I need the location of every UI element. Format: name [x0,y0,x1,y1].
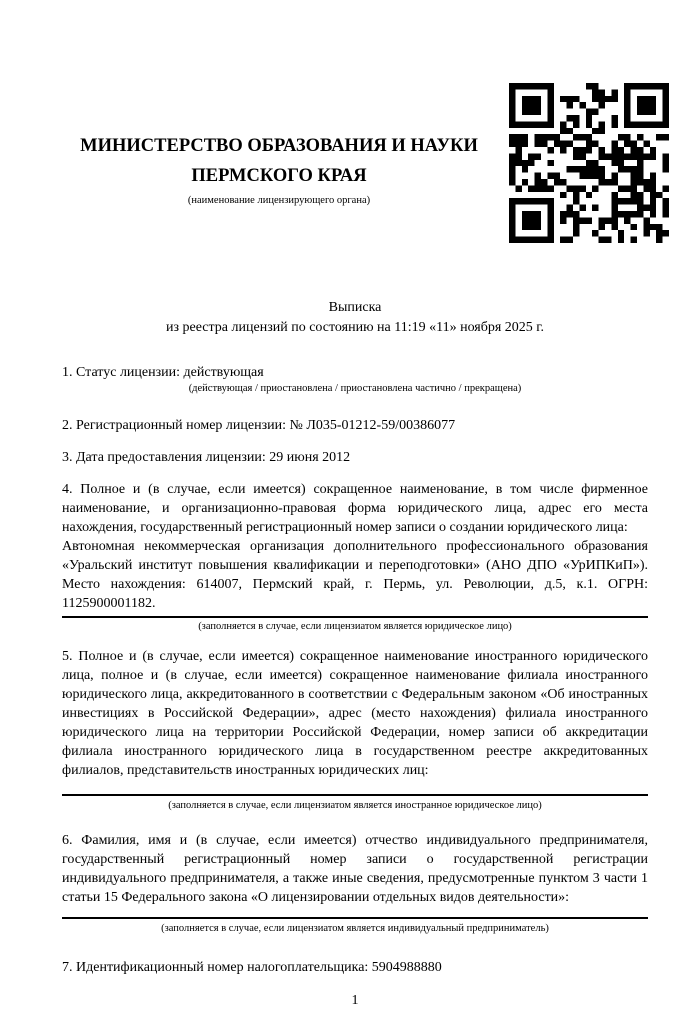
separator-line-item5 [62,794,648,796]
qr-code-pattern [509,83,669,243]
item-3-grant-date: 3. Дата предоставления лицензии: 29 июня 2012 [62,450,351,465]
item-2-registration-number: 2. Регистрационный номер лицензии: № Л035-01212-59/00386077 [62,418,456,433]
qr-code-icon [509,83,669,243]
item-4-legal-entity-value: Автономная некоммерческая организация дополнительного профессионального образования «Уральский институт повышения квалификации и переподготовки» (АНО ДПО «УрИПКиП»). Место нахождения: 614007, Пермский край, г. Пермь, ул. Революции, д.5, к.1. ОГРН: 1125900001182. [62,539,648,611]
item-6-entrepreneur-intro: 6. Фамилия, имя и (в случае, если имеется) отчество индивидуального предпринимателя, государственный регистрационный номер записи о государственной регистрации индивидуального предпринимателя, а также иные сведения, предусмотренные пунктом 3 части 1 статьи 15 Федерального закона «О лицензировании отдельных видов деятельности»: [62,833,648,905]
separator-line-item6 [62,917,648,919]
item-5-foreign-entity-intro: 5. Полное и (в случае, если имеется) сокращенное наименование иностранного юридического лица, полное и (в случае, если имеется) сокращенное наименование филиала иностранного юридического лица, аккредитованного в соответствии с Федеральным законом «Об иностранных инвестициях в Российской Федерации», адрес (место нахождения) филиала иностранного юридического лица на территории Российской Федерации, номер записи об аккредитации филиала иностранного юридического лица в государственном реестре аккредитованных филиалов, представительств иностранных юридических лиц: [62,649,648,778]
licensing-authority-header [62,0,496,207]
page-number: 1 [351,993,359,1008]
item-4-legal-entity-intro: 4. Полное и (в случае, если имеется) сокращенное наименование, в том числе фирменное наименование, и организационно-правовая форма юридического лица, адрес его места нахождения, государственный регистрационный номер записи о создании юридического лица: [62,482,648,535]
item-4-caption: (заполняется в случае, если лицензиатом является юридическое лицо) [198,621,512,632]
license-items [62,363,648,1010]
ministry-name-line1: МИНИСТЕРСТВО ОБРАЗОВАНИЯ И НАУКИ [80,136,478,156]
document-title [62,298,648,338]
item-1-license-status: 1. Статус лицензии: действующая [62,365,264,380]
item-6-caption: (заполняется в случае, если лицензиатом является индивидуальный предприниматель) [161,923,549,934]
separator-line-item4 [62,616,648,618]
item-5-caption: (заполняется в случае, если лицензиатом является иностранное юридическое лицо) [168,800,542,811]
item-1-caption: (действующая / приостановлена / приостановлена частично / прекращена) [188,383,522,394]
title-line2: из реестра лицензий по состоянию на 11:19 «11» ноября 2025 г. [166,320,544,335]
ministry-name-line2: ПЕРМСКОГО КРАЯ [191,166,367,186]
item-7-taxpayer-id: 7. Идентификационный номер налогоплательщика: 5904988880 [62,960,442,975]
authority-caption: (наименование лицензирующего органа) [187,195,371,206]
title-line1: Выписка [328,300,382,315]
